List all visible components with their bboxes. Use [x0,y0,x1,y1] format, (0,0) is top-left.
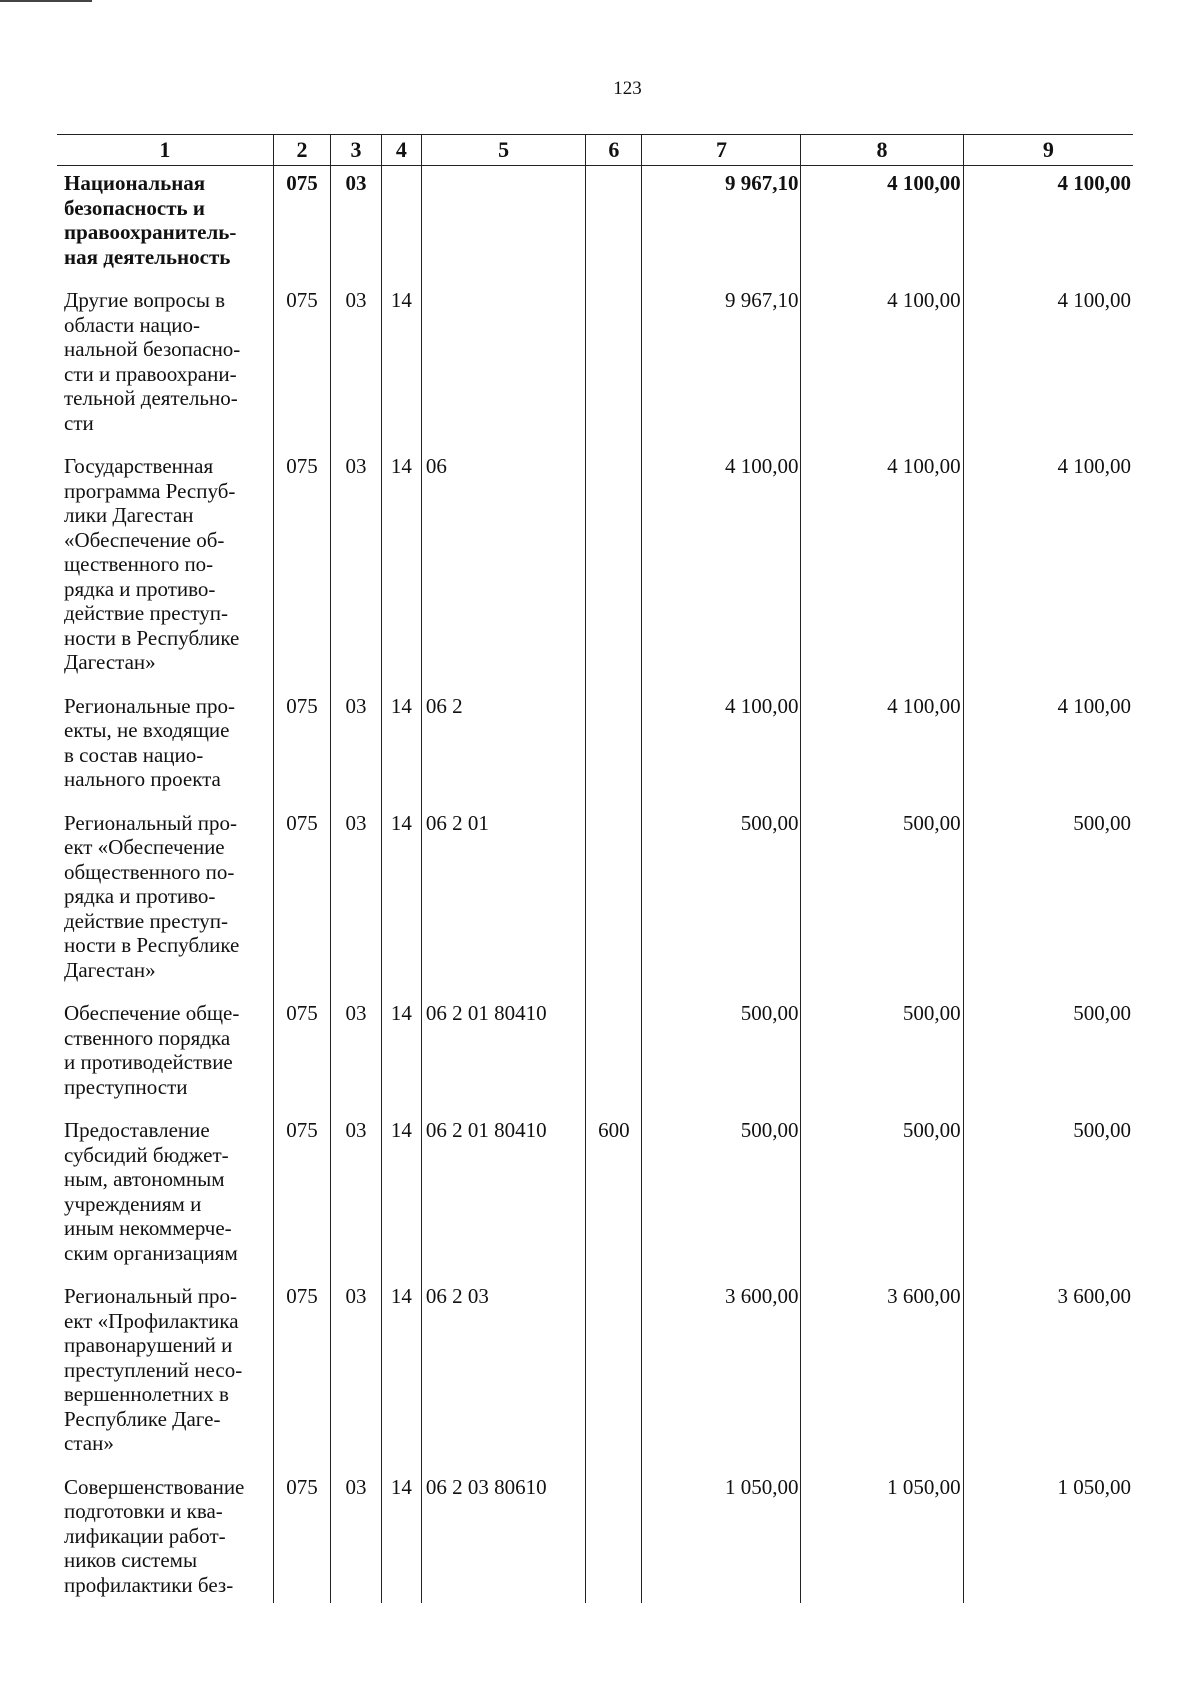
target-article-cell: 06 2 01 80410 [421,996,585,1113]
column-header-9: 9 [963,135,1133,166]
amount-col7-cell: 1 050,00 [642,1470,801,1604]
amount-col8-cell: 4 100,00 [801,283,963,449]
target-article-cell: 06 2 03 80610 [421,1470,585,1604]
table-row [57,1279,1133,1470]
row-name-line: стан» [64,1431,114,1455]
row-name-line: субсидий бюджет- [64,1142,229,1167]
row-name-line: учреждениям и [64,1191,202,1216]
row-name-line: иным некоммерче- [64,1216,232,1240]
amount-col9-cell: 4 100,00 [963,166,1133,284]
amount-col7-cell: 3 600,00 [642,1279,801,1470]
amount-col9-cell: 4 100,00 [963,689,1133,806]
table-row [57,1470,1133,1604]
amount-col8-cell: 4 100,00 [801,166,963,284]
row-name-cell [57,449,273,689]
row-name-line: Региональный про- [64,1284,237,1308]
expense-type-cell: 600 [586,1113,642,1279]
subsection-code-cell: 14 [381,449,421,689]
amount-col8-cell: 500,00 [801,996,963,1113]
row-name-line: Региональные про- [64,693,236,718]
column-header-2: 2 [273,135,330,166]
subsection-code-cell: 14 [381,283,421,449]
expense-type-cell [586,449,642,689]
section-code-cell: 03 [331,1279,382,1470]
row-name-cell [57,1279,273,1470]
row-name-line: Дагестан» [64,650,156,674]
budget-table [57,134,1133,1603]
subsection-code-cell: 14 [381,1279,421,1470]
section-code-cell: 03 [331,166,382,284]
expense-type-cell [586,806,642,997]
subsection-code-cell [381,166,421,284]
admin-code-cell: 075 [273,1113,330,1279]
row-name-line: Другие вопросы в [64,288,226,312]
row-name-line: действие преступ- [64,601,229,625]
target-article-cell: 06 2 01 80410 [421,1113,585,1279]
row-name-line: ственного порядка [64,1025,231,1050]
admin-code-cell: 075 [273,1279,330,1470]
row-name-line: ским организациям [64,1240,238,1265]
row-name-line: рядка и противо- [64,576,216,601]
table-row [57,996,1133,1113]
row-name-cell [57,1113,273,1279]
subsection-code-cell: 14 [381,996,421,1113]
amount-col8-cell: 500,00 [801,1113,963,1279]
amount-col7-cell: 500,00 [642,806,801,997]
admin-code-cell: 075 [273,283,330,449]
section-code-cell: 03 [331,1470,382,1604]
row-name-line: ности в Республике [64,625,240,650]
amount-col9-cell: 500,00 [963,806,1133,997]
row-name-line: в состав нацио- [64,742,204,767]
row-name-line: Обеспечение обще- [64,1001,240,1025]
row-name-line: правонарушений и [64,1333,233,1357]
table-row [57,806,1133,997]
row-name-line: области нацио- [64,312,200,337]
section-code-cell: 03 [331,449,382,689]
page-number: 123 [613,78,642,99]
admin-code-cell: 075 [273,166,330,284]
amount-col9-cell: 1 050,00 [963,1470,1133,1604]
section-code-cell: 03 [331,1113,382,1279]
table-header-row [57,135,1133,166]
amount-col8-cell: 1 050,00 [801,1470,963,1604]
row-name-line: екты, не входящие [64,718,230,742]
column-header-5: 5 [421,135,585,166]
admin-code-cell: 075 [273,996,330,1113]
row-name-line: безопасность и [64,195,205,220]
column-header-6: 6 [586,135,642,166]
row-name-cell [57,166,273,284]
table-row [57,449,1133,689]
row-name-cell [57,1470,273,1604]
table-row [57,166,1133,284]
amount-col9-cell: 500,00 [963,996,1133,1113]
row-name-line: лики Дагестан [64,503,194,527]
section-code-cell: 03 [331,689,382,806]
row-name-line: ект «Профилактика [64,1308,239,1333]
row-name-line: щественного по- [64,552,214,576]
amount-col7-cell: 500,00 [642,1113,801,1279]
row-name-cell [57,283,273,449]
row-name-line: программа Респуб- [64,478,236,503]
row-name-line: ным, автономным [64,1167,225,1191]
row-name-line: рядка и противо- [64,884,216,908]
admin-code-cell: 075 [273,1470,330,1604]
target-article-cell [421,283,585,449]
row-name-line: правоохранитель- [64,220,237,244]
target-article-cell: 06 2 01 [421,806,585,997]
row-name-line: ная деятельность [64,244,231,269]
row-name-line: Национальная [64,171,206,195]
amount-col7-cell: 9 967,10 [642,166,801,284]
subsection-code-cell: 14 [381,1470,421,1604]
scan-corner-mark [0,0,92,6]
subsection-code-cell: 14 [381,806,421,997]
amount-col8-cell: 3 600,00 [801,1279,963,1470]
row-name-line: лификации работ- [64,1523,226,1548]
expense-type-cell [586,996,642,1113]
amount-col7-cell: 4 100,00 [642,449,801,689]
admin-code-cell: 075 [273,449,330,689]
subsection-code-cell: 14 [381,689,421,806]
row-name-line: профилактики без- [64,1572,234,1597]
row-name-line: Государственная [64,454,214,478]
row-name-line: ников системы [64,1548,198,1572]
amount-col9-cell: 500,00 [963,1113,1133,1279]
expense-type-cell [586,166,642,284]
amount-col8-cell: 4 100,00 [801,689,963,806]
column-header-4: 4 [381,135,421,166]
row-name-cell [57,689,273,806]
column-header-1: 1 [57,135,273,166]
admin-code-cell: 075 [273,806,330,997]
amount-col8-cell: 4 100,00 [801,449,963,689]
row-name-line: тельной деятельно- [64,386,238,410]
row-name-line: и противодействие [64,1050,233,1074]
row-name-line: преступности [64,1074,188,1099]
amount-col9-cell: 4 100,00 [963,449,1133,689]
amount-col8-cell: 500,00 [801,806,963,997]
expense-type-cell [586,1279,642,1470]
row-name-cell [57,806,273,997]
amount-col7-cell: 9 967,10 [642,283,801,449]
section-code-cell: 03 [331,996,382,1113]
row-name-line: преступлений несо- [64,1357,243,1382]
row-name-line: Региональный про- [64,810,237,835]
column-header-7: 7 [642,135,801,166]
row-name-line: сти [64,410,94,435]
amount-col7-cell: 4 100,00 [642,689,801,806]
section-code-cell: 03 [331,806,382,997]
amount-col9-cell: 3 600,00 [963,1279,1133,1470]
row-name-line: «Обеспечение об- [64,527,225,552]
row-name-line: действие преступ- [64,908,229,933]
table-row [57,283,1133,449]
admin-code-cell: 075 [273,689,330,806]
row-name-line: Предоставление [64,1118,210,1142]
target-article-cell: 06 2 03 [421,1279,585,1470]
amount-col9-cell: 4 100,00 [963,283,1133,449]
row-name-line: ности в Республике [64,933,240,957]
row-name-line: подготовки и ква- [64,1499,223,1523]
row-name-line: вершеннолетних в [64,1382,229,1406]
table-row [57,689,1133,806]
column-header-8: 8 [801,135,963,166]
row-name-line: Совершенствование [64,1474,245,1499]
row-name-line: общественного по- [64,859,235,884]
row-name-cell [57,996,273,1113]
target-article-cell: 06 [421,449,585,689]
expense-type-cell [586,283,642,449]
table-row [57,1113,1133,1279]
row-name-line: нальной безопасно- [64,337,241,361]
target-article-cell: 06 2 [421,689,585,806]
amount-col7-cell: 500,00 [642,996,801,1113]
section-code-cell: 03 [331,283,382,449]
column-header-3: 3 [331,135,382,166]
row-name-line: ект «Обеспечение [64,835,225,859]
target-article-cell [421,166,585,284]
expense-type-cell [586,689,642,806]
subsection-code-cell: 14 [381,1113,421,1279]
row-name-line: Дагестан» [64,957,156,982]
row-name-line: сти и правоохрани- [64,361,237,386]
expense-type-cell [586,1470,642,1604]
row-name-line: нального проекта [64,767,221,791]
row-name-line: Республике Даге- [64,1406,221,1431]
table-body [57,166,1133,1604]
